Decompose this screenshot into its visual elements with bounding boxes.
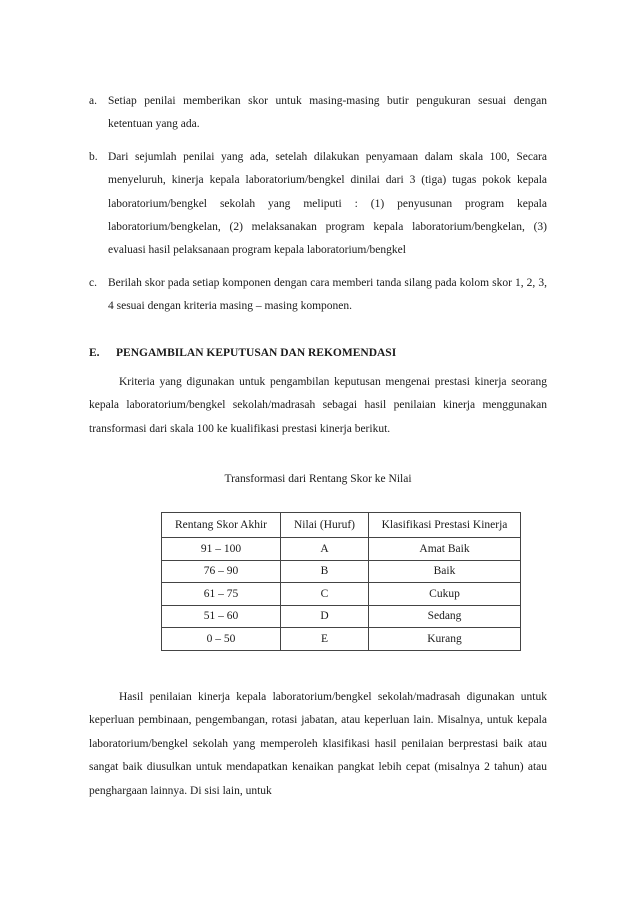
cell-letter-grade: A: [281, 538, 369, 561]
cell-letter-grade: D: [281, 605, 369, 628]
list-item-a: [89, 90, 547, 137]
instruction-list: [89, 90, 547, 328]
cell-letter-grade: B: [281, 560, 369, 583]
score-transformation-table: [161, 512, 521, 651]
cell-classification: Sedang: [369, 605, 521, 628]
header-score-range: Rentang Skor Akhir: [162, 513, 281, 538]
paragraph-criteria: Kriteria yang digunakan untuk pengambilan keputusan mengenai prestasi kinerja seorang kepala laboratorium/bengkel sekolah/madrasah sebagai hasil penilaian kinerja menggunakan transformasi dari skala 100 ke kualifikasi prestasi kinerja berikut.: [89, 376, 547, 435]
list-item-b: [89, 146, 547, 263]
cell-score-range: 91 – 100: [162, 538, 281, 561]
list-item-text: Setiap penilai memberikan skor untuk masing-masing butir pengukuran sesuai dengan ketentuan yang ada.: [108, 95, 547, 131]
cell-classification: Baik: [369, 560, 521, 583]
list-item-text: Dari sejumlah penilai yang ada, setelah dilakukan penyamaan dalam skala 100, Secara menyeluruh, kinerja kepala laboratorium/bengkel dinilai dari 3 (tiga) tugas pokok kepala laboratorium/bengkel sekolah yang meliputi : (1) penyusunan program kepala laboratorium/bengkelan, (2) melaksanakan program kepala laboratorium/bengkelan, (3) evaluasi hasil pelaksanaan program kepala laboratorium/bengkel: [108, 150, 547, 257]
list-item-c: [89, 272, 547, 319]
section-heading: [89, 342, 547, 365]
cell-score-range: 61 – 75: [162, 583, 281, 606]
table-caption: Transformasi dari Rentang Skor ke Nilai: [224, 473, 412, 485]
list-marker: a.: [89, 95, 97, 107]
table-row: [162, 560, 521, 583]
cell-letter-grade: E: [281, 628, 369, 651]
cell-score-range: 0 – 50: [162, 628, 281, 651]
header-letter-grade: Nilai (Huruf): [281, 513, 369, 538]
cell-classification: Cukup: [369, 583, 521, 606]
cell-letter-grade: C: [281, 583, 369, 606]
cell-classification: Kurang: [369, 628, 521, 651]
table-row: [162, 538, 521, 561]
list-marker: c.: [89, 276, 97, 289]
table-row: [162, 628, 521, 651]
table-row: [162, 605, 521, 628]
header-classification: Klasifikasi Prestasi Kinerja: [369, 513, 521, 538]
list-item-text: Berilah skor pada setiap komponen dengan cara memberi tanda silang pada kolom skor 1, 2, 3, 4 sesuai dengan kriteria masing – masing komponen.: [108, 276, 547, 313]
cell-score-range: 76 – 90: [162, 560, 281, 583]
list-marker: b.: [89, 150, 98, 163]
section-title: PENGAMBILAN KEPUTUSAN DAN REKOMENDASI: [116, 347, 397, 359]
section-number: E.: [89, 347, 100, 359]
paragraph-usage: Hasil penilaian kinerja kepala laboratorium/bengkel sekolah/madrasah digunakan untuk keperluan pembinaan, pengembangan, rotasi jabatan, atau keperluan lain. Misalnya, untuk kepala laboratorium/bengkel sekolah yang memperoleh klasifikasi hasil penilaian berprestasi baik atau sangat baik diusulkan untuk mendapatkan kenaikan pangkat lebih cepat (misalnya 2 tahun) atau penghargaan lainnya. Di sisi lain, untuk: [89, 691, 547, 797]
table-header-row: [162, 513, 521, 538]
cell-classification: Amat Baik: [369, 538, 521, 561]
table-row: [162, 583, 521, 606]
cell-score-range: 51 – 60: [162, 605, 281, 628]
